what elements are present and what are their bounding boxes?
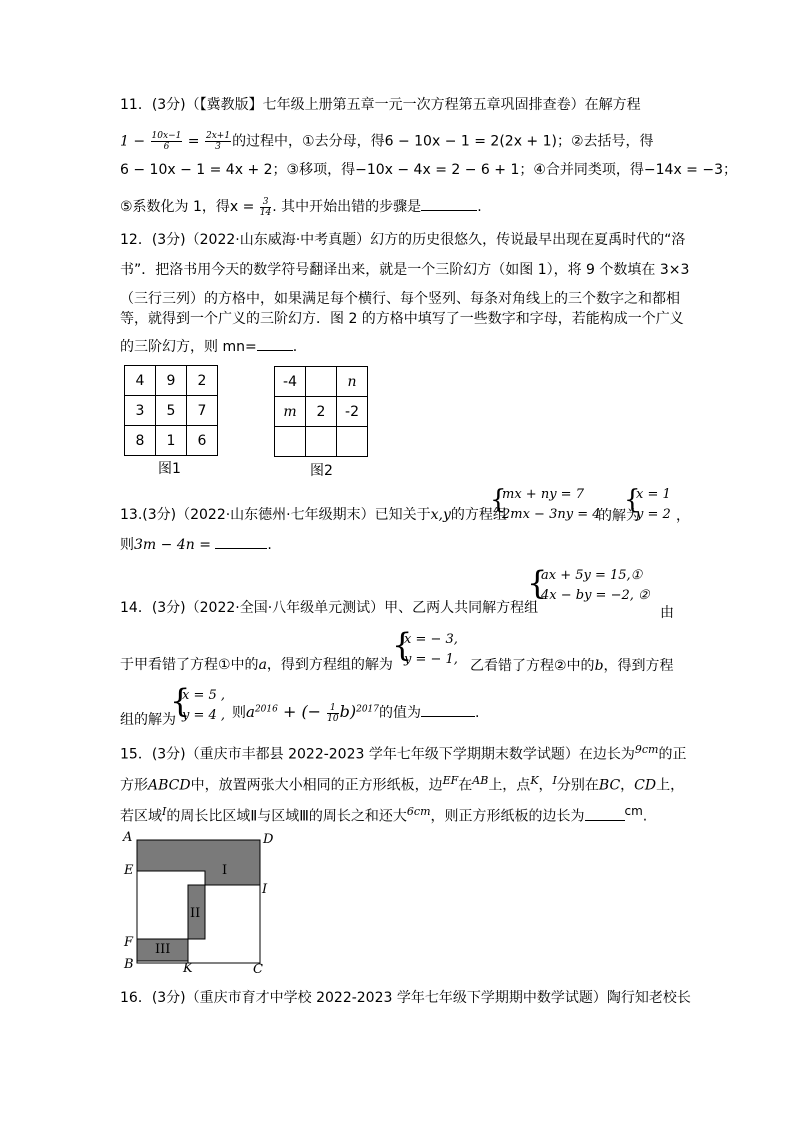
- q14-sol1: x = − 3, y = − 1,: [404, 632, 458, 667]
- label-c: C: [253, 962, 263, 977]
- fig2-caption: 图2: [310, 463, 333, 479]
- q14-line2: 于甲看错了方程①中的a，得到方程组的解为: [120, 657, 393, 673]
- square-figure: [115, 828, 275, 978]
- label-d: D: [263, 832, 274, 847]
- region-2-label: II: [190, 906, 201, 921]
- q14-line1-end: 由: [660, 605, 674, 621]
- q13-solution: x = 1 y = 2: [636, 487, 671, 522]
- q12-line2: 书”．把洛书用今天的数学符号翻译出来，就是一个三阶幻方（如图 1），将 9 个数填在 3×3: [120, 262, 690, 278]
- q13-line2: 则3m − 4n = .: [120, 534, 272, 555]
- q11-line4: ⑤系数化为 1，得x = $\frac{3}{14}$ . 其中开始出错的步骤是 .: [120, 196, 482, 218]
- cell: 4: [125, 366, 156, 396]
- q14-line3: 则$a^{2016}$ + (− $\frac{1}{10}$ b)$^{2017}$的值为 .: [232, 702, 480, 724]
- answer-blank[interactable]: [585, 806, 625, 821]
- cell: 7: [187, 396, 218, 426]
- label-k: K: [183, 961, 193, 976]
- cell: [337, 427, 368, 457]
- magic-square-fig1: [124, 365, 218, 456]
- answer-blank[interactable]: [215, 534, 267, 549]
- brace-icon: {: [170, 682, 191, 720]
- cell: 2: [187, 366, 218, 396]
- q11-line3: 6 − 10x − 1 = 4x + 2；③移项，得−10x − 4x = 2 − 6 + 1；④合并同类项，得−14x = −3；: [120, 162, 738, 178]
- brace-icon: {: [392, 626, 413, 664]
- cell: 1: [156, 426, 187, 456]
- cell: -4: [275, 367, 306, 397]
- brace-icon: {: [490, 485, 507, 515]
- cell: -2: [337, 397, 368, 427]
- cell: 8: [125, 426, 156, 456]
- q14-system: ax + 5y = 15,① 4x − by = −2, ②: [541, 568, 650, 603]
- q13-end: ，: [676, 508, 690, 524]
- label-f: F: [124, 935, 134, 950]
- q12-line4: 等，就得到一个广义的三阶幻方．图 2 的方格中填写了一些数字和字母，若能构成一个广义: [120, 311, 684, 327]
- label-a: A: [123, 830, 133, 845]
- q14-line1: 14．(3分)（2022·全国·八年级单元测试）甲、乙两人共同解方程组: [120, 600, 539, 616]
- cell: 3: [125, 396, 156, 426]
- label-b: B: [124, 957, 134, 972]
- region-1-label: I: [222, 863, 228, 878]
- region-1: [137, 840, 260, 885]
- cell: 6: [187, 426, 218, 456]
- q15-line2: 方形ABCD中，放置两张大小相同的正方形纸板，边$^{EF}$在$^{AB}$上，点$^K$，$^I$分别在BC，CD上，: [120, 774, 685, 794]
- q16-line1: 16．(3分)（重庆市育才中学校 2022-2023 学年七年级下学期期中数学试题）陶行知老校长: [120, 990, 691, 1006]
- label-e: E: [124, 863, 134, 878]
- q13-system: mx + ny = 7 2mx − 3ny = 4: [502, 487, 601, 522]
- q12-line3: （三行三列）的方格中，如果满足每个横行、每个竖列、每条对角线上的三个数字之和都相: [120, 291, 680, 307]
- answer-blank[interactable]: [421, 702, 475, 717]
- q14-line2-post: 乙看错了方程②中的b，得到方程: [470, 658, 674, 674]
- q11-line2: 1 − $\frac{10x-1}{6}$ = $\frac{2x+1}{3}$ 的过程中，①去分母，得6 − 10x − 1 = 2(2x + 1)；②去括号，得: [120, 131, 654, 152]
- q14-sol2: x = 5 , y = 4 ,: [182, 688, 226, 723]
- brace-icon: {: [527, 564, 548, 602]
- answer-blank[interactable]: [257, 336, 293, 351]
- cell: m: [275, 397, 306, 427]
- q13-line1: 13.(3分)（2022·山东德州·七年级期末）已知关于x,y的方程组: [120, 507, 507, 523]
- q14-line3-pre: 组的解为: [120, 712, 176, 728]
- q12-line5: 的三阶幻方，则 mn= .: [120, 336, 297, 357]
- region-3-label: III: [155, 942, 171, 957]
- q15-line3: 若区域$^I$的周长比区域Ⅱ与区域Ⅲ的周长之和还大$^{6cm}$，则正方形纸板的边长为 $^{cm}$.: [120, 804, 648, 825]
- q12-line1: 12．(3分)（2022·山东威海·中考真题）幻方的历史很悠久，传说最早出现在夏禹时代的“洛: [120, 232, 686, 248]
- cell: 2: [306, 397, 337, 427]
- q11-line1: 11．(3分)（【冀教版】七年级上册第五章一元一次方程第五章巩固排查卷）在解方程: [120, 97, 641, 113]
- cell: n: [337, 367, 368, 397]
- fig1-caption: 图1: [158, 461, 181, 477]
- answer-blank[interactable]: [421, 196, 477, 211]
- q13-mid2: 的解为: [598, 508, 640, 524]
- cell: 9: [156, 366, 187, 396]
- cell: [275, 427, 306, 457]
- brace-icon: {: [624, 485, 641, 515]
- magic-square-fig2: [274, 366, 368, 457]
- q15-line1: 15．(3分)（重庆市丰都县 2022-2023 学年七年级下学期期末数学试题）在边长为$^{9cm}$的正: [120, 743, 687, 763]
- label-i: I: [262, 882, 268, 897]
- cell: [306, 367, 337, 397]
- cell: 5: [156, 396, 187, 426]
- cell: [306, 427, 337, 457]
